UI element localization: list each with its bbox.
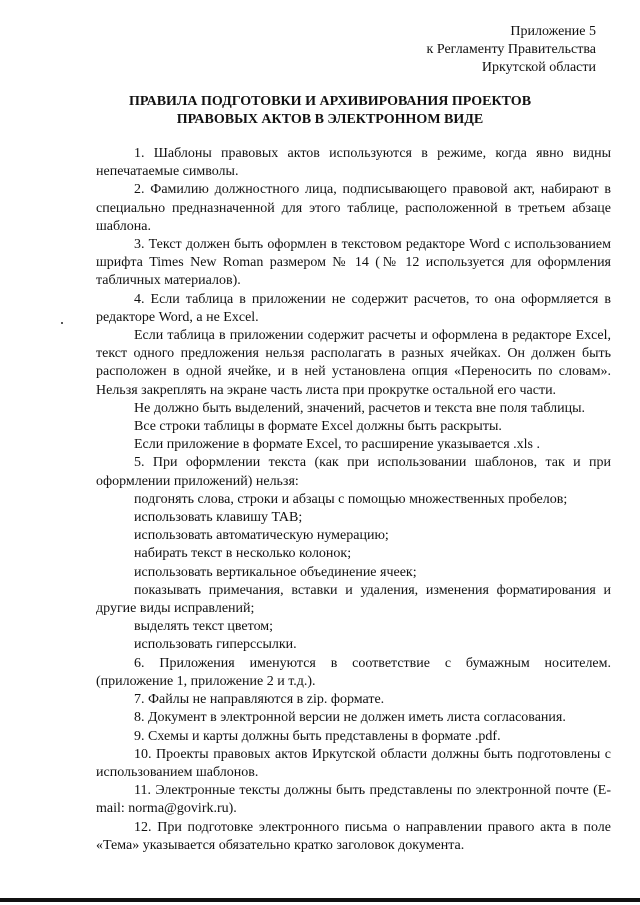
list-item: использовать вертикальное объединение ячеек; [134, 564, 417, 580]
list-item: набирать текст в несколько колонок; [134, 546, 352, 562]
paragraph: Не должно быть выделений, значений, расчетов и текста вне поля таблицы. [134, 400, 586, 416]
paragraph: 3. Текст должен быть оформлен в текстовом редакторе Word с использованием шрифта Times New Roman размером № 14 (№ 12 используется для оформления табличных материалов). [96, 237, 611, 289]
list-item: использовать клавишу TAB; [134, 510, 303, 526]
paragraph: 8. Документ в электронной версии не должен иметь листа согласования. [134, 710, 566, 726]
appendix-header [336, 23, 596, 77]
header-line-3: Иркутской области [481, 60, 596, 75]
paragraph: 11. Электронные тексты должны быть представлены по электронной почте (E-mail: norma@govirk.ru). [96, 783, 611, 817]
header-line-2: к Регламенту Правительства [426, 42, 596, 57]
paragraph: 6. Приложения именуются в соответствие с бумажным носителем. (приложение 1, приложение 2 и т.д.). [96, 655, 611, 689]
list-item: выделять текст цветом; [134, 619, 274, 635]
list-item: использовать автоматическую нумерацию; [134, 528, 389, 544]
paragraph: Если таблица в приложении содержит расчеты и оформлена в редакторе Excel, текст одного предложения нельзя располагать в разных ячейках. Он должен быть расположен в одной ячейке, и в ней установлена опция «Переносить по словам». Нельзя закреплять на экране часть листа при прокрутке остальной его части. [96, 328, 611, 398]
paragraph: 10. Проекты правовых актов Иркутской области должны быть подготовлены с использованием шаблонов. [96, 746, 611, 780]
scan-speck [61, 322, 63, 324]
paragraph: Все строки таблицы в формате Excel должны быть раскрыты. [134, 419, 502, 435]
paragraph: 12. При подготовке электронного письма о направлении правого акта в поле «Тема» указывается обязательно кратко заголовок документа. [96, 819, 611, 853]
document-body [96, 145, 611, 855]
list-item: показывать примечания, вставки и удаления, изменения форматирования и другие виды исправлений; [96, 582, 611, 617]
paragraph: 9. Схемы и карты должны быть представлены в формате .pdf. [134, 728, 501, 744]
paragraph: 7. Файлы не направляются в zip. формате. [134, 692, 385, 708]
paragraph: 2. Фамилию должностного лица, подписывающего правовой акт, набирают в специально предназначенной для этого таблице, расположенной в третьем абзаце шаблона. [96, 182, 611, 234]
title-line-2: ПРАВОВЫХ АКТОВ В ЭЛЕКТРОННОМ ВИДЕ [176, 112, 484, 127]
document-title [120, 93, 540, 129]
list-item: подгонять слова, строки и абзацы с помощью множественных пробелов; [134, 491, 568, 507]
paragraph: 4. Если таблица в приложении не содержит расчетов, то она оформляется в редакторе Word, а не Excel. [96, 291, 611, 325]
paragraph: Если приложение в формате Excel, то расширение указывается .xls . [134, 437, 540, 453]
paragraph: 5. При оформлении текста (как при использовании шаблонов, так и при оформлении приложений) нельзя: [96, 455, 611, 489]
list-item: использовать гиперссылки. [134, 637, 297, 653]
header-line-1: Приложение 5 [510, 24, 596, 39]
paragraph: 1. Шаблоны правовых актов используются в режиме, когда явно видны непечатаемые символы. [96, 146, 611, 180]
title-line-1: ПРАВИЛА ПОДГОТОВКИ И АРХИВИРОВАНИЯ ПРОЕКТОВ [128, 94, 532, 109]
page-bottom-edge [0, 898, 640, 902]
